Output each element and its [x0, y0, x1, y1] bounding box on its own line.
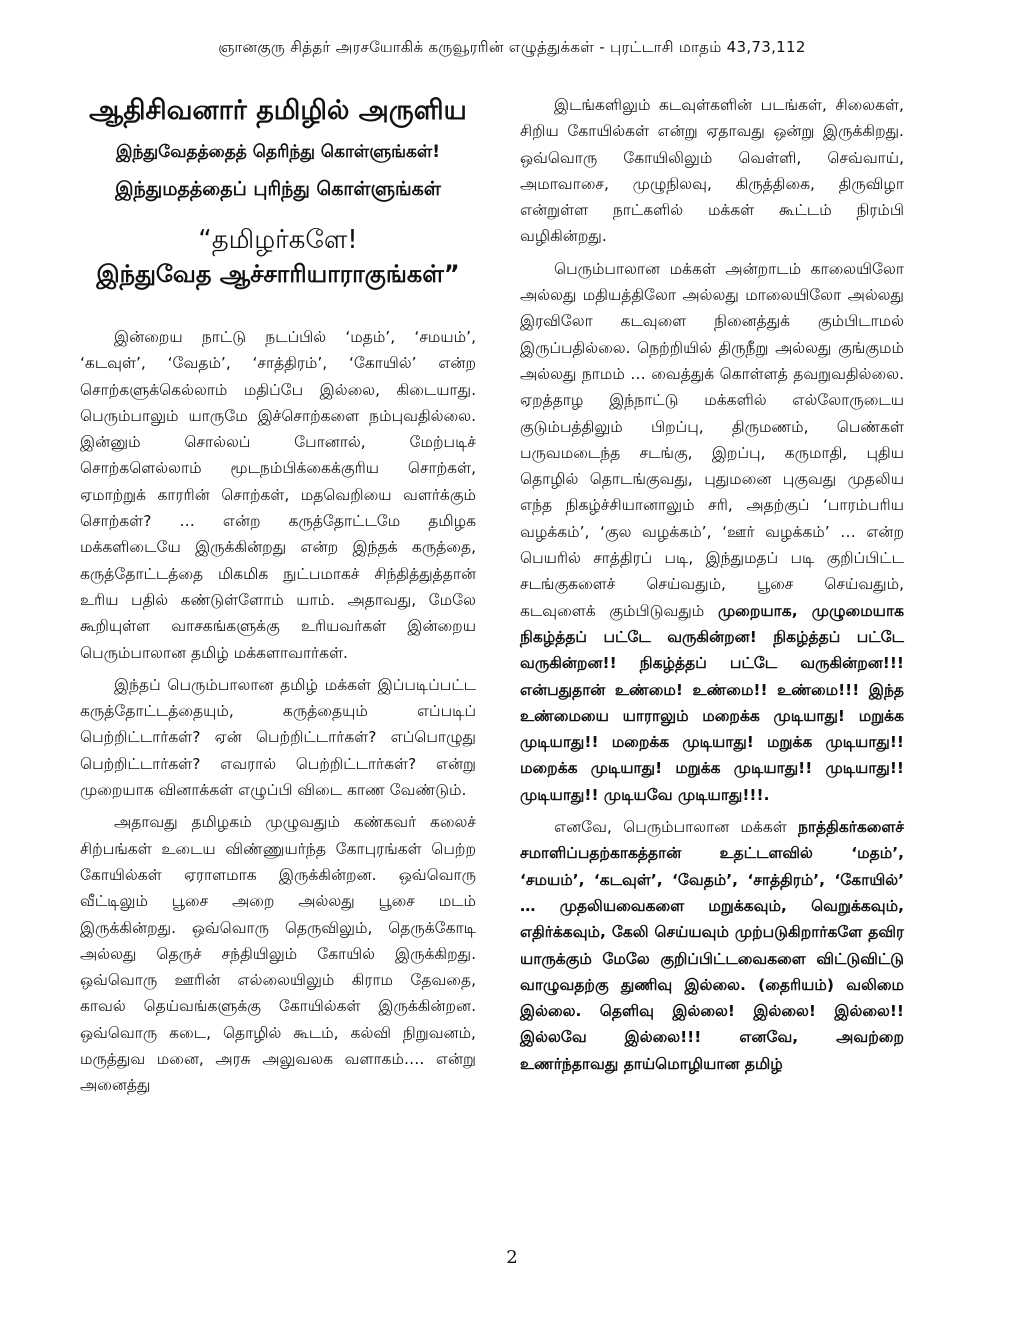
paragraph-text: பெரும்பாலான மக்கள் அன்றாடம் காலையிலோ அல்லது மதியத்திலோ அல்லது மாலையிலோ அல்லது இரவிலோ கடவுளை நினைத்துக் கும்பிடாமல் இருப்பதில்லை. நெற்றியில் திருநீறு அல்லது குங்குமம் அல்லது நாமம் … வைத்துக் கொள்ளத் தவறுவதில்லை. ஏறத்தாழ இந்நாட்டு மக்களில் எல்லோருடைய குடும்பத்திலும் பிறப்பு, திருமணம், பெண்கள் பருவமடைந்த சடங்கு, இறப்பு, கருமாதி, புதிய தொழில் தொடங்குவது, புதுமனை புகுவது முதலிய எந்த நிகழ்ச்சியானாலும் சரி, அதற்குப் ‘பாரம்பரிய வழக்கம்’, ‘குல வழக்கம்’, ‘ஊர் வழக்கம்’ … என்ற பெயரில் சாத்திரப் படி, இந்துமதப் படி குறிப்பிட்ட சடங்குகளைச் செய்வதும், பூசை செய்வதும், கடவுளைக் கும்பிடுவதும் — [520, 259, 904, 620]
paragraph: இடங்களிலும் கடவுள்களின் படங்கள், சிலைகள், சிறிய கோயில்கள் என்று ஏதாவது ஒன்று இருக்கிறது. ஒவ்வொரு கோயிலிலும் வெள்ளி, செவ்வாய், அமாவாசை, முழுநிலவு, கிருத்திகை, திருவிழா என்றுள்ள நாட்களில் மக்கள் கூட்டம் நிரம்பி வழிகின்றது. — [520, 96, 904, 246]
title-line-2: இந்துவேதத்தைத் தெரிந்து கொள்ளுங்கள்! — [115, 142, 441, 162]
bold-emphasis: நாத்திகர்களைச் சமாளிப்பதற்காகத்தான் உதட்டளவில் ‘மதம்’, ‘சமயம்’, ‘கடவுள்’, ‘வேதம்’, ‘சாத்திரம்’, ‘கோயில்’ … முதலியவைகளை மறுக்கவும், வெறுக்கவும், எதிர்க்கவும், கேலி செய்யவும் முற்படுகிறார்களே தவிர யாருக்கும் மேலே குறிப்பிட்டவைகளை விட்டுவிட்டு வாழுவதற்கு துணிவு இல்லை. (தைரியம்) வலிமை இல்லை. தெளிவு இல்லை! இல்லை! இல்லை!! இல்லவே இல்லை!!! எனவே, அவற்றை உணர்ந்தாவது தாய்மொழியான தமிழ் — [520, 818, 904, 1073]
paragraph — [520, 256, 904, 808]
paragraph: இன்றைய நாட்டு நடப்பில் ‘மதம்’, ‘சமயம்’, ‘கடவுள்’, ‘வேதம்’, ‘சாத்திரம்’, ‘கோயில்’ என்ற சொற்களுக்கெல்லாம் மதிப்பே இல்லை, கிடையாது. பெரும்பாலும் யாருமே இச்சொற்களை நம்புவதில்லை. இன்னும் சொல்லப் போனால், மேற்படிச் சொற்களெல்லாம் மூடநம்பிக்கைக்குரிய சொற்கள், ஏமாற்றுக் காரரின் சொற்கள், மதவெறியை வளர்க்கும் சொற்கள்? … என்ற கருத்தோட்டமே தமிழக மக்களிடையே இருக்கின்றது என்ற இந்தக் கருத்தை, கருத்தோட்டத்தை மிகமிக நுட்பமாகச் சிந்தித்துத்தான் உரிய பதில் கண்டுள்ளோம் யாம். அதாவது, மேலே கூறியுள்ள வாசகங்களுக்கு உரியவர்கள் இன்றைய பெரும்பாலான தமிழ் மக்களாவார்கள். — [80, 328, 476, 662]
article-title — [80, 94, 476, 290]
left-column — [80, 92, 476, 1105]
title-line-5: இந்துவேத ஆச்சாரியாராகுங்கள்” — [96, 260, 460, 288]
paragraph: இந்தப் பெரும்பாலான தமிழ் மக்கள் இப்படிப்பட்ட கருத்தோட்டத்தையும், கருத்தையும் எப்படிப் பெற்றிட்டார்கள்? ஏன் பெற்றிட்டார்கள்? எப்பொழுது பெற்றிட்டார்கள்? எவரால் பெற்றிட்டார்கள்? என்று முறையாக வினாக்கள் எழுப்பி விடை காண வேண்டும். — [80, 675, 476, 800]
paragraph-text: எனவே, பெரும்பாலான மக்கள் — [554, 818, 787, 837]
right-column — [520, 92, 904, 1083]
paragraph: அதாவது தமிழகம் முழுவதும் கண்கவர் கலைச் சிற்பங்கள் உடைய விண்ணுயர்ந்த கோபுரங்கள் பெற்ற கோயில்கள் ஏராளமாக இருக்கின்றன. ஒவ்வொரு வீட்டிலும் பூசை அறை அல்லது பூசை மடம் இருக்கின்றது. ஒவ்வொரு தெருவிலும், தெருக்கோடி அல்லது தெருச் சந்தியிலும் கோயில் இருக்கிறது. ஒவ்வொரு ஊரின் எல்லையிலும் கிராம தேவதை, காவல் தெய்வங்களுக்கு கோயில்கள் இருக்கின்றன. ஒவ்வொரு கடை, தொழில் கூடம், கல்வி நிறுவனம், மருத்துவ மனை, அரசு அலுவலக வளாகம்…. என்று அனைத்து — [80, 813, 476, 1095]
running-header: ஞானகுரு சித்தர் அரசயோகிக் கருவூரரின் எழுத்துக்கள் - புரட்டாசி மாதம் 43,73,112 — [218, 38, 806, 56]
page-number: 2 — [506, 1247, 518, 1268]
paragraph — [520, 814, 904, 1077]
title-line-3: இந்துமதத்தைப் புரிந்து கொள்ளுங்கள் — [115, 178, 441, 200]
title-line-4: “தமிழர்களே! — [198, 225, 358, 255]
bold-emphasis: முறையாக, முழுமையாக நிகழ்த்தப் பட்டே வருகின்றன! நிகழ்த்தப் பட்டே வருகின்றன!! நிகழ்த்தப் பட்டே வருகின்றன!!! என்பதுதான் உண்மை! உண்மை!! உண்மை!!! இந்த உண்மையை யாராலும் மறைக்க முடியாது! மறுக்க முடியாது!! மறைக்க முடியாது! மறுக்க முடியாது!! மறைக்க முடியாது! மறுக்க முடியாது!! முடியாது!! முடியாது!! முடியவே முடியாது!!!. — [520, 601, 904, 804]
title-line-1: ஆதிசிவனார் தமிழில் அருளிய — [89, 95, 467, 126]
